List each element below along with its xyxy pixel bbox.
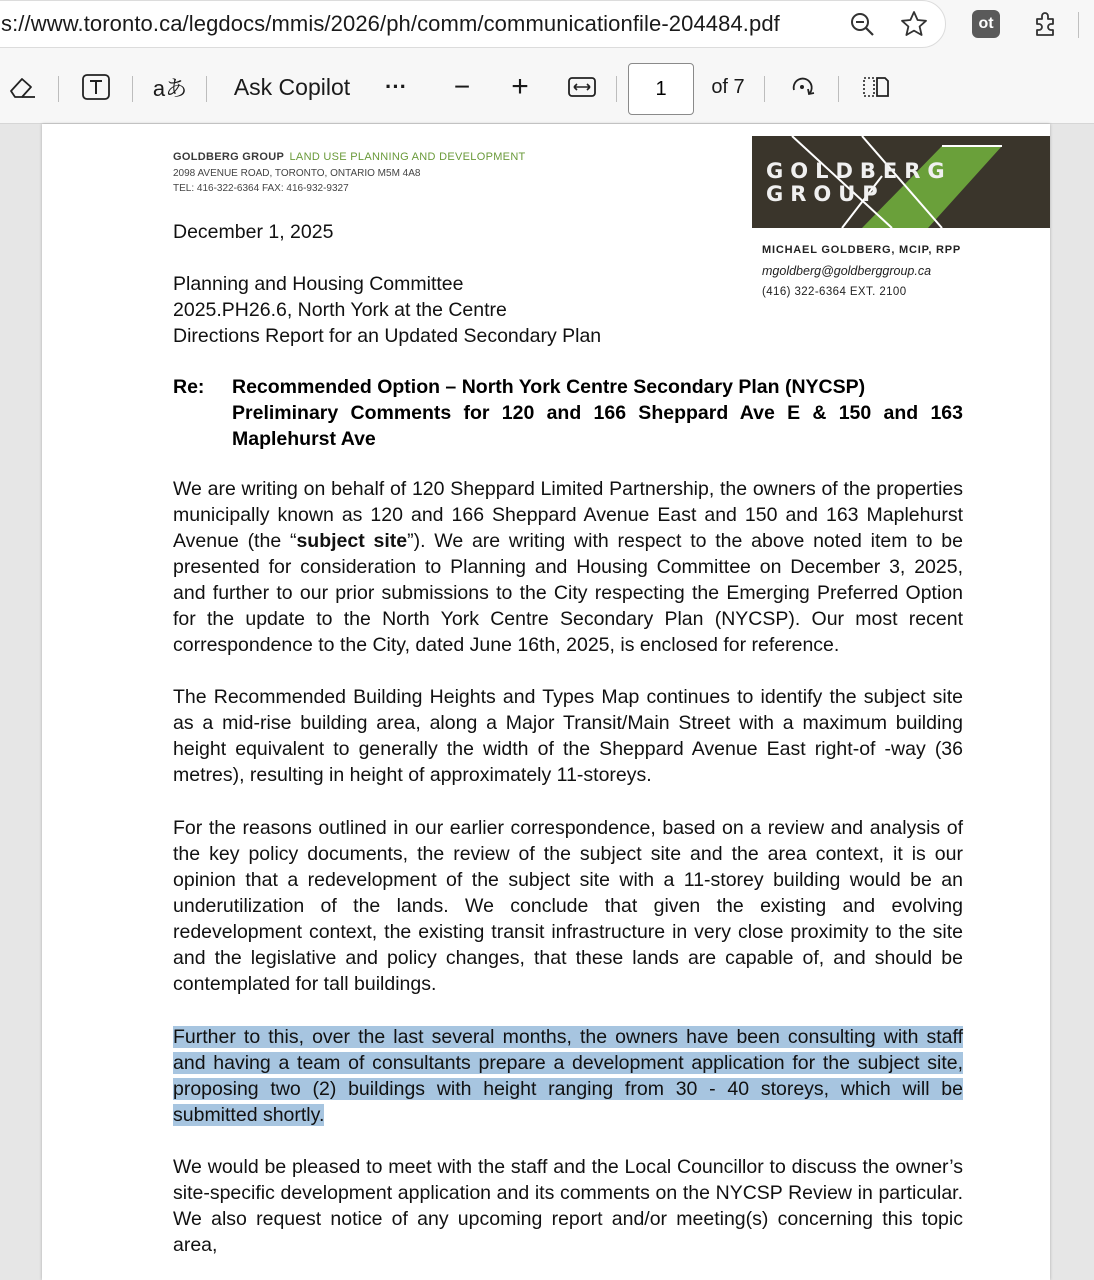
paragraph-3: For the reasons outlined in our earlier correspondence, based on a review and analysis of the key policy documents, the review of the subject site and the area context, it is our opinion that a redevelopment of the subject site with a 11-storey building would be an underutilization of the lands. We conclude that given the existing and evolving redevelopment context, the existing transit infrastructure in very close proximity to the site and the legislative and policy changes, that these lands are capable of, and should be contemplated for tall buildings.: [173, 817, 963, 995]
re-label: Re:: [173, 376, 205, 398]
letterhead-phones: TEL: 416-322-6364 FAX: 416-932-9327: [173, 183, 349, 194]
company-tagline: LAND USE PLANNING AND DEVELOPMENT: [289, 151, 526, 163]
signer-phone: (416) 322-6364 EXT. 2100: [762, 286, 907, 298]
recipient-line: Planning and Housing Committee: [173, 273, 464, 295]
selection-highlight[interactable]: Further to this, over the last several months, the owners have been consulting with staff and having a team of consultants prepare a development application for the subject site, proposing two (2) buildings with height ranging from 30 - 40 storeys, which will be submitted shortly.: [173, 1026, 963, 1126]
more-options-button[interactable]: ···: [385, 74, 407, 99]
re-line-1: Recommended Option – North York Centre Secondary Plan (NYCSP): [232, 376, 866, 398]
company-name: GOLDBERG GROUP: [173, 151, 285, 163]
page-number-input[interactable]: 1: [628, 63, 694, 115]
toolbar-divider: [1078, 12, 1079, 38]
address-bar[interactable]: [0, 0, 946, 48]
toolbar-separator: [616, 76, 617, 102]
read-aloud-translate-icon[interactable]: aあ: [152, 75, 188, 101]
extensions-puzzle-icon[interactable]: [1030, 8, 1062, 40]
re-line-2: Preliminary Comments for 120 and 166 Sheppard Ave E & 150 and 163 Maplehurst Ave: [232, 402, 963, 450]
signer-name: MICHAEL GOLDBERG, MCIP, RPP: [762, 244, 962, 256]
paragraph-2: The Recommended Building Heights and Types Map continues to identify the subject site as a mid-rise building area, along a Major Transit/Main Street with a maximum building height equivalent to generally the width of the Sheppard Avenue East right-of -way (36 metres), resulting in height of approximately 11-storeys.: [173, 686, 963, 786]
paragraph-5: We would be pleased to meet with the staff and the Local Councillor to discuss the owner’s site-specific development application and its comments on the NYCSP Review in particular. We also request notice of any upcoming report and/or meeting(s) concerning this topic area,: [173, 1156, 963, 1256]
toolbar-separator: [838, 76, 839, 102]
recipient-line: 2025.PH26.6, North York at the Centre: [173, 299, 507, 321]
zoom-out-button[interactable]: −: [453, 71, 471, 102]
zoom-in-button[interactable]: +: [511, 70, 529, 103]
letter-date: December 1, 2025: [173, 221, 334, 243]
toolbar-separator: [58, 76, 59, 102]
fit-width-icon[interactable]: [564, 50, 600, 124]
signer-email[interactable]: mgoldberg@goldberggroup.ca: [762, 264, 932, 278]
favorite-star-icon[interactable]: [898, 8, 930, 40]
text-tool-icon[interactable]: [78, 50, 114, 124]
erase-icon[interactable]: [4, 50, 40, 124]
pdf-page: [42, 124, 1050, 1280]
goldberg-group-logo: [752, 136, 1050, 228]
toolbar-separator: [764, 76, 765, 102]
paragraph-1: We are writing on behalf of 120 Sheppard Limited Partnership, the owners of the properties municipally known as 120 and 166 Sheppard Avenue East and 150 and 163 Maplehurst Avenue (the “subject site”). We are writing with respect to the above noted item to be presented for consideration to Planning and Housing Committee on December 3, 2025, and further to our prior submissions to the City respecting the Emerging Preferred Option for the update to the North York Centre Secondary Plan (NYCSP). Our most recent correspondence to the City, dated June 16th, 2025, is enclosed for reference.: [173, 478, 963, 656]
extension-icon[interactable]: ot: [972, 10, 1000, 38]
toolbar-separator: [132, 76, 133, 102]
address-bar-row: [0, 0, 1094, 50]
ask-copilot-button[interactable]: Ask Copilot: [233, 73, 351, 100]
page-count: of 7: [711, 75, 745, 98]
letterhead-address: 2098 AVENUE ROAD, TORONTO, ONTARIO M5M 4A8: [173, 168, 421, 179]
re-subject: [232, 374, 963, 452]
subject-site-term: subject site: [296, 530, 408, 552]
letterhead-company-line: [173, 151, 526, 163]
zoom-icon[interactable]: [846, 8, 878, 40]
toolbar-separator: [206, 76, 207, 102]
pdf-toolbar: [0, 50, 1094, 124]
url-text[interactable]: s://www.toronto.ca/legdocs/mmis/2026/ph/comm/communicationfile-204484.pdf: [1, 11, 780, 36]
page-view-icon[interactable]: [858, 50, 894, 124]
paragraph-4-highlighted[interactable]: [173, 1024, 963, 1128]
recipient-line: Directions Report for an Updated Secondary Plan: [173, 325, 602, 347]
rotate-icon[interactable]: [784, 50, 820, 124]
logo-wordmark: GOLDBERG GROUP: [766, 159, 952, 206]
